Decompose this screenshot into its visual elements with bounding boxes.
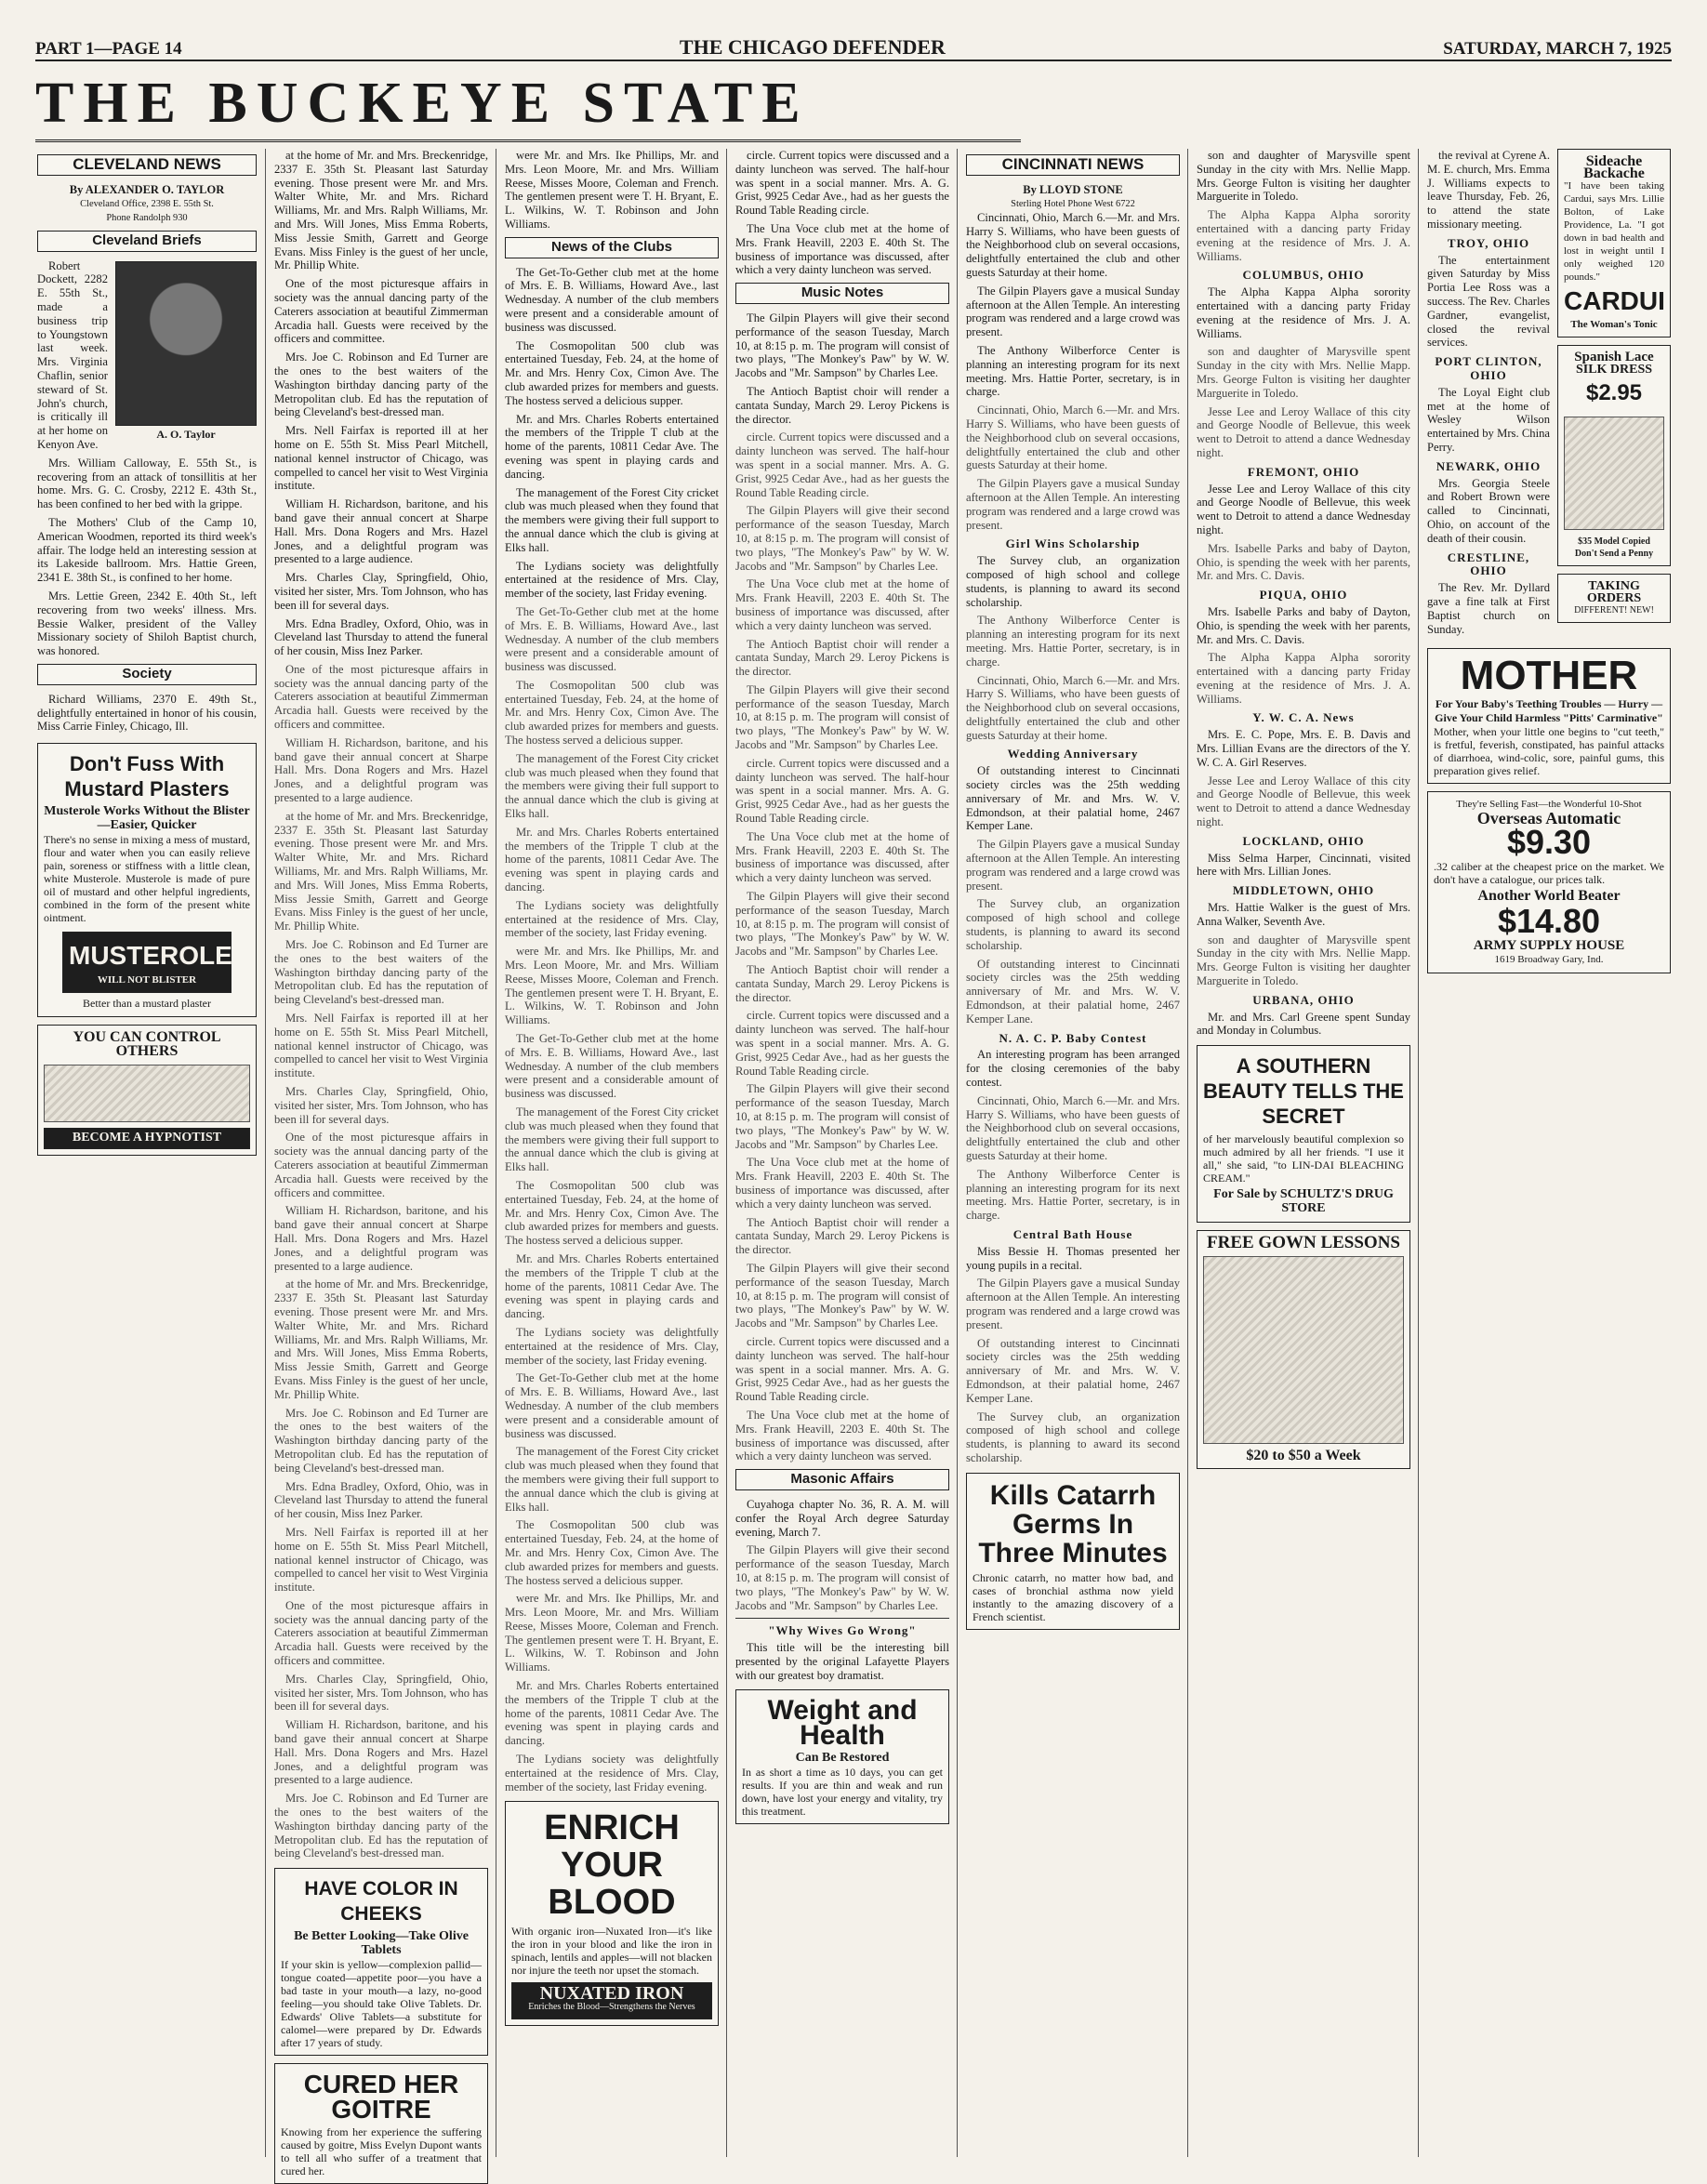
ad-body: If your skin is yellow—complexion pallid—tongue coated—appetite poor—you have a bad taste in your mouth—a lazy, no-good feeling—you should take Olive Tablets. Dr. Edwards' Olive Tablets—a substitute for calomel—were prepared by Dr. Edwards after 17 years of study.	[281, 1957, 482, 2049]
article-paragraph: The entertainment given Saturday by Miss Portia Lee Ross was a success. The Rev. Charles Gardner, evangelist, closed the revival services.	[1427, 253, 1550, 350]
article-paragraph: were Mr. and Mrs. Ike Phillips, Mr. and Mrs. Leon Moore, Mr. and Mrs. William Reese, Misses Moore, Coleman and French. The gentlemen present were T. H. Bryant, E. L. Wilkins, W. T. Robinson and John Williams.	[505, 945, 719, 1027]
article-paragraph: The Gilpin Players gave a musical Sunday afternoon at the Allen Temple. An interesting program was rendered and a large crowd was present.	[966, 1277, 1180, 1331]
column-7-right	[1557, 149, 1671, 641]
olive-tablets-ad	[274, 1868, 488, 2056]
article-paragraph: The Get-To-Gether club met at the home of Mrs. E. B. Williams, Howard Ave., last Wednesday. A number of the club members were present and a considerable amount of business was discussed.	[505, 604, 719, 674]
article-paragraph: The Antioch Baptist choir will render a cantata Sunday, March 29. Leroy Pickens is the director.	[735, 637, 949, 679]
article-paragraph: The Survey club, an organization composed of high school and college students, is planning to award its second scholarship.	[966, 1410, 1180, 1464]
ad-title: TAKING ORDERS	[1586, 579, 1642, 605]
article-heading: FREMONT, OHIO	[1247, 464, 1360, 479]
article-paragraph: The Survey club, an organization composed of high school and college students, is planning to award its second scholarship.	[966, 554, 1180, 609]
masthead: THE BUCKEYE STATE	[35, 67, 1021, 142]
article-heading: COLUMBUS, OHIO	[1242, 268, 1365, 283]
brand-name: NUXATED IRON	[539, 1983, 684, 2005]
article-paragraph: The Gilpin Players will give their second performance of the season Tuesday, March 10, at 8:15 p. m. The program will consist of two plays, "The Monkey's Paw" by W. W. Jacobs and "Mr. Sampson" by Charles Lee.	[735, 1261, 949, 1330]
hypnotist-ad	[37, 1025, 257, 1155]
brand-tag: WILL NOT BLISTER	[97, 973, 197, 986]
brand-tag: The Woman's Tonic	[1570, 319, 1658, 330]
article-paragraph: Cincinnati, Ohio, March 6.—Mr. and Mrs. Harry S. Williams, who have been guests of the Neighborhood club on several occasions, delightfully entertained the club and other guests Saturday at their home.	[966, 1093, 1180, 1162]
article-paragraph: The Cosmopolitan 500 club was entertained Tuesday, Feb. 24, at the home of Mr. and Mrs. Henry Cox, Cimon Ave. The club awarded prizes for members and guests. The hostess served a delicious supper.	[505, 1518, 719, 1587]
musterole-ad	[37, 743, 257, 1017]
article-heading: LOCKLAND, OHIO	[1242, 833, 1365, 848]
page-header	[35, 32, 1672, 61]
article-paragraph: William H. Richardson, baritone, and his band gave their annual concert at Sharpe Hall. Mrs. Dona Rogers and Mrs. Hazel Jones, and a delightful program was presented to a large audience.	[274, 1204, 488, 1273]
ad-title: Overseas Automatic	[1476, 808, 1621, 827]
article-paragraph: The Antioch Baptist choir will render a cantata Sunday, March 29. Leroy Pickens is the director.	[735, 384, 949, 426]
musterole-logo	[62, 932, 232, 994]
article-paragraph: circle. Current topics were discussed and a dainty luncheon was served. The half-hour was spent in a social manner. Mrs. A. G. Grist, 9925 Cedar Ave., had as her guests the Round Table Reading circle.	[735, 756, 949, 826]
ad-body: With organic iron—Nuxated Iron—it's like the iron in your blood and like the iron in spinach, lentils and apples—will not blacken nor injure the teeth nor upset the stomach.	[511, 1925, 712, 1978]
article-paragraph: The Antioch Baptist choir will render a cantata Sunday, March 29. Leroy Pickens is the director.	[735, 963, 949, 1004]
article-paragraph: at the home of Mr. and Mrs. Breckenridge, 2337 E. 35th St. Pleasant last Saturday evening. Those present were Mr. and Mrs. Walter White, Mr. and Mrs. Richard Williams, Mr. and Mrs. Ralph Williams, Mr. and Mrs. Will Jones, Miss Emma Roberts, Miss Jessie Smith, Garrett and George Evans. Miss Finley is the guest of her uncle, Mr. Phillip White.	[274, 809, 488, 933]
article-paragraph: The Una Voce club met at the home of Mrs. Frank Heavill, 2203 E. 40th St. The business of importance was discussed, after which a very dainty luncheon was served.	[735, 1156, 949, 1211]
orders-ad	[1557, 574, 1671, 623]
brand-tag: Enriches the Blood—Strengthens the Nerves	[528, 2002, 695, 2013]
ad-footer: ARMY SUPPLY HOUSE	[1473, 938, 1625, 954]
newspaper-name: THE CHICAGO DEFENDER	[679, 35, 946, 59]
ad-subtitle: Be Better Looking—Take Olive Tablets	[294, 1929, 469, 1958]
article-paragraph: The Lydians society was delightfully entertained at the residence of Mrs. Clay, member of the society, last Friday evening.	[505, 898, 719, 940]
ad-title: Kills Catarrh Germs In Three Minutes	[978, 1479, 1168, 1569]
article-heading: N. A. C. P. Baby Contest	[999, 1030, 1147, 1045]
ad-title-2: Another World Beater	[1477, 888, 1621, 905]
brand-name: CARDUI	[1564, 286, 1665, 315]
byline	[966, 183, 1180, 211]
article-paragraph: circle. Current topics were discussed and a dainty luncheon was served. The half-hour was spent in a social manner. Mrs. A. G. Grist, 9925 Cedar Ave., had as her guests the Round Table Reading circle.	[735, 149, 949, 218]
ad-price: $9.30	[1506, 823, 1592, 862]
ad-title: Spanish Lace	[1574, 350, 1654, 364]
ad-footer: For Sale by SCHULTZ'S DRUG STORE	[1213, 1187, 1394, 1216]
article-paragraph: The Alpha Kappa Alpha sorority entertained with a dancing party Friday evening at the residence of Mrs. J. A. Williams.	[1197, 285, 1410, 340]
article-heading: Wedding Anniversary	[1007, 747, 1139, 761]
ad-top-line: They're Selling Fast—the Wonderful 10-Shot	[1456, 798, 1642, 810]
ad-price: $2.95	[1585, 380, 1643, 405]
article-paragraph: circle. Current topics were discussed and a dainty luncheon was served. The half-hour was spent in a social manner. Mrs. A. G. Grist, 9925 Cedar Ave., had as her guests the Round Table Reading circle.	[735, 430, 949, 499]
ad-price-2: $14.80	[1497, 902, 1601, 941]
article-paragraph: Mrs. Joe C. Robinson and Ed Turner are the ones to the best waiters of the Washington birthday dancing party of the Metropolitan club. Ed has the reputation of being Cleveland's best-dressed man.	[274, 1792, 488, 1860]
section-heading: CLEVELAND NEWS	[37, 154, 257, 176]
article-paragraph: The Loyal Eight club met at the home of Wesley Wilson entertained by Mrs. China Perry.	[1427, 385, 1550, 454]
article-heading: Girl Wins Scholarship	[1005, 536, 1141, 551]
ad-price: $20 to $50 a Week	[1246, 1447, 1361, 1463]
article-paragraph: The Get-To-Gether club met at the home of Mrs. E. B. Williams, Howard Ave., last Wednesday. A number of the club members were present and a considerable amount of business was discussed.	[505, 265, 719, 334]
article-paragraph: Miss Selma Harper, Cincinnati, visited here with Mrs. Lillian Jones.	[1197, 851, 1410, 879]
ad-title: ENRICH YOUR BLOOD	[544, 1808, 680, 1923]
article-paragraph: Mrs. Edna Bradley, Oxford, Ohio, was in Cleveland last Thursday to attend the funeral of her cousin, Miss Inez Parker.	[274, 616, 488, 658]
lindai-cream-ad	[1197, 1045, 1410, 1223]
gown-lessons-ad	[1197, 1230, 1410, 1470]
article-paragraph: The Antioch Baptist choir will render a cantata Sunday, March 29. Leroy Pickens is the director.	[735, 1215, 949, 1257]
byline-office: Cleveland Office, 2398 E. 55th St.	[80, 198, 214, 209]
ad-body: This title will be the interesting bill presented by the original Lafayette Players with our greatest boy dramatist.	[735, 1641, 949, 1682]
article-heading: CRESTLINE, OHIO	[1447, 549, 1530, 578]
article-paragraph: An interesting program has been arranged for the closing ceremonies of the baby contest.	[966, 1048, 1180, 1090]
article-paragraph: The Get-To-Gether club met at the home of Mrs. E. B. Williams, Howard Ave., last Wednesday. A number of the club members were present and a considerable amount of business was discussed.	[505, 1032, 719, 1101]
column-rule	[1418, 149, 1419, 2157]
article-paragraph: son and daughter of Marysville spent Sunday in the city with Mrs. Nellie Mapp. Mrs. George Fulton is visiting her daughter Marguerite in Toledo.	[1197, 933, 1410, 988]
ad-footer: BECOME A HYPNOTIST	[44, 1128, 250, 1149]
ad-body: "I have been taking Cardui, says Mrs. Lillie Bolton, of Lake Providence, La. "I got down in bad health and lost in weight until I only weighed 120 pounds."	[1564, 180, 1664, 283]
ad-tag: $35 Model Copied	[1578, 536, 1650, 547]
byline-phone: Phone Randolph 930	[106, 212, 188, 223]
weight-health-ad	[735, 1689, 949, 1824]
article-paragraph: The Una Voce club met at the home of Mrs. Frank Heavill, 2203 E. 40th St. The business of importance was discussed, after which a very dainty luncheon was served.	[735, 829, 949, 885]
dress-illustration	[1564, 417, 1664, 530]
revolver-ad	[1427, 791, 1671, 973]
article-paragraph: Cuyahoga chapter No. 36, R. A. M. will confer the Royal Arch degree Saturday evening, March 7.	[735, 1497, 949, 1539]
article-paragraph: The Lydians society was delightfully entertained at the residence of Mrs. Clay, member of the society, last Friday evening.	[505, 559, 719, 601]
article-heading: PIQUA, OHIO	[1259, 588, 1348, 602]
divider	[735, 1618, 949, 1619]
section-heading: CINCINNATI NEWS	[966, 154, 1180, 176]
column-5	[966, 149, 1180, 2162]
ad-body: Knowing from her experience the suffering caused by goitre, Miss Evelyn Dupont wants to tell all who suffer of a treatment that cured her.	[281, 2124, 482, 2177]
article-paragraph: One of the most picturesque affairs in society was the annual dancing party of the Caterers association at beautiful Zimmerman Arcadia hall. Guests were received by the officers and committee.	[274, 662, 488, 732]
article-paragraph: Of outstanding interest to Cincinnati society circles was the 25th wedding anniversary of Mr. and Mrs. W. V. Edmondson, at their palatial home, 2467 Kemper Lane.	[966, 957, 1180, 1026]
article-paragraph: were Mr. and Mrs. Ike Phillips, Mr. and Mrs. Leon Moore, Mr. and Mrs. William Reese, Misses Moore, Coleman and French. The gentlemen present were T. H. Bryant, E. L. Wilkins, W. T. Robinson and John Williams.	[505, 1592, 719, 1674]
article-paragraph: The Survey club, an organization composed of high school and college students, is planning to award its second scholarship.	[966, 897, 1180, 952]
hypnotist-illustration	[44, 1065, 250, 1122]
ad-title: Sideache Backache	[1583, 153, 1645, 181]
ad-title: CURED HER GOITRE	[303, 2069, 459, 2124]
article-paragraph: The Gilpin Players gave a musical Sunday afternoon at the Allen Temple. An interesting program was rendered and a large crowd was present.	[966, 838, 1180, 893]
article-paragraph: Mrs. Nell Fairfax is reported ill at her home on E. 55th St. Miss Pearl Mitchell, national kennel instructor of Chicago, was compelled to cancel her visit to West Virginia institute.	[274, 1012, 488, 1080]
article-paragraph: Mrs. Lettie Green, 2342 E. 40th St., left recovering from two weeks' illness. Mrs. Bessie Walker, president of the Valley Missionary society of Shiloh Baptist church, was honored.	[37, 589, 257, 658]
article-paragraph: The Get-To-Gether club met at the home of Mrs. E. B. Williams, Howard Ave., last Wednesday. A number of the club members were present and a considerable amount of business was discussed.	[505, 1371, 719, 1440]
ad-footer: Better than a mustard plaster	[83, 997, 211, 1011]
article-paragraph: The Mothers' Club of the Camp 10, American Woodmen, reported its third week's affair. The lodge held an interesting session at its Lakeside ballroom. Mrs. Hattie Green, 2341 E. 38th St., is confined to her home.	[37, 515, 257, 585]
byline-office: Sterling Hotel Phone West 6722	[1011, 198, 1135, 209]
article-paragraph: Mrs. Joe C. Robinson and Ed Turner are the ones to the best waiters of the Washington birthday dancing party of the Metropolitan club. Ed has the reputation of being Cleveland's best-dressed man.	[274, 938, 488, 1007]
ad-body: of her marvelously beautiful complexion so much admired by all her friends. "I use it all," she said, "to LIN-DAI BLEACHING CREAM."	[1203, 1132, 1404, 1185]
ad-subtitle: SILK DRESS	[1575, 363, 1653, 377]
article-paragraph: William H. Richardson, baritone, and his band gave their annual concert at Sharpe Hall. Mrs. Dona Rogers and Mrs. Hazel Jones, and a delightful program was presented to a large audience.	[274, 497, 488, 566]
column-7-split	[1427, 149, 1671, 641]
article-heading: NEWARK, OHIO	[1436, 458, 1542, 473]
article-paragraph: circle. Current topics were discussed and a dainty luncheon was served. The half-hour was spent in a social manner. Mrs. A. G. Grist, 9925 Cedar Ave., had as her guests the Round Table Reading circle.	[735, 1334, 949, 1404]
ad-subtitle: For Your Baby's Teething Troubles — Hurry — Give Your Child Harmless "Pitts' Carminative"	[1435, 697, 1663, 725]
article-paragraph: Mr. and Mrs. Carl Greene spent Sunday and Monday in Columbus.	[1197, 1010, 1410, 1038]
article-paragraph: Mrs. Nell Fairfax is reported ill at her home on E. 55th St. Miss Pearl Mitchell, national kennel instructor of Chicago, was compelled to cancel her visit to West Virginia institute.	[274, 1525, 488, 1595]
article-paragraph: Mrs. William Calloway, E. 55th St., is recovering from an attack of tonsillitis at her home. Mrs. G. C. Crosby, 2212 E. 43th St., has been confined to her bed with la grippe.	[37, 456, 257, 511]
article-paragraph: The Alpha Kappa Alpha sorority entertained with a dancing party Friday evening at the residence of Mrs. J. A. Williams.	[1197, 651, 1410, 706]
article-paragraph: The Lydians society was delightfully entertained at the residence of Mrs. Clay, member of the society, last Friday evening.	[505, 1753, 719, 1794]
article-paragraph: Mrs. Georgia Steele and Robert Brown were called to Cincinnati, Ohio, on account of the death of their cousin.	[1427, 476, 1550, 545]
column-1	[37, 149, 257, 2162]
article-paragraph: Mrs. Nell Fairfax is reported ill at her home on E. 55th St. Miss Pearl Mitchell, national kennel instructor of Chicago, was compelled to cancel her visit to West Virginia institute.	[274, 424, 488, 493]
article-paragraph: One of the most picturesque affairs in society was the annual dancing party of the Caterers association at beautiful Zimmerman Arcadia hall. Guests were received by the officers and committee.	[274, 1131, 488, 1199]
article-paragraph: Mr. and Mrs. Charles Roberts entertained the members of the Tripple T club at the home of the parents, 10811 Cedar Ave. The evening was spent in playing cards and dancing.	[505, 412, 719, 481]
article-paragraph: Jesse Lee and Leroy Wallace of this city and George Noodle of Bellevue, this week went to Detroit to attend a dance Wednesday night.	[1197, 482, 1410, 536]
ad-body: Chronic catarrh, no matter how bad, and cases of bronchial asthma now yield instantly to the amazing discovery of a French scientist.	[973, 1570, 1173, 1623]
nuxated-logo	[511, 1982, 712, 2019]
ad-address: 1619 Broadway Gary, Ind.	[1494, 954, 1604, 966]
article-paragraph: The Anthony Wilberforce Center is planning an interesting program for its next meeting. Mrs. Hattie Porter, secretary, is in charge.	[966, 1167, 1180, 1223]
article-paragraph: Mrs. Edna Bradley, Oxford, Ohio, was in Cleveland last Thursday to attend the funeral of her cousin, Miss Inez Parker.	[274, 1479, 488, 1521]
page-number: PART 1—PAGE 14	[35, 39, 182, 59]
article-heading: MIDDLETOWN, OHIO	[1232, 883, 1375, 898]
article-heading: Y. W. C. A. News	[1252, 710, 1355, 725]
article-paragraph: The Gilpin Players will give their second performance of the season Tuesday, March 10, at 8:15 p. m. The program will consist of two plays, "The Monkey's Paw" by W. W. Jacobs and "Mr. Sampson" by Charles Lee.	[735, 311, 949, 380]
gown-illustration	[1203, 1256, 1404, 1444]
article-paragraph: Mrs. Isabelle Parks and baby of Dayton, Ohio, is spending the week with her parents, Mr. and Mrs. C. Davis.	[1197, 541, 1410, 583]
column-rule	[1187, 149, 1188, 2157]
article-paragraph: were Mr. and Mrs. Ike Phillips, Mr. and Mrs. Leon Moore, Mr. and Mrs. William Reese, Misses Moore, Coleman and French. The gentlemen present were T. H. Bryant, E. L. Wilkins, W. T. Robinson and John Williams.	[505, 149, 719, 231]
article-paragraph: Mrs. Hattie Walker is the guest of Mrs. Anna Walker, Seventh Ave.	[1197, 901, 1410, 928]
article-paragraph: The Gilpin Players gave a musical Sunday afternoon at the Allen Temple. An interesting program was rendered and a large crowd was present.	[966, 477, 1180, 532]
article-paragraph: The Lydians society was delightfully entertained at the residence of Mrs. Clay, member of the society, last Friday evening.	[505, 1325, 719, 1367]
article-paragraph: Robert Dockett, 2282 E. 55th St., made a business trip to Youngstown last week. Mrs. Virginia Chaflin, senior steward of St. John's church, is critically ill at her home on Kenyon Ave.	[37, 258, 108, 451]
article-paragraph: Jesse Lee and Leroy Wallace of this city and George Noodle of Bellevue, this week went to Detroit to attend a dance Wednesday night.	[1197, 774, 1410, 829]
article-paragraph: Mrs. Charles Clay, Springfield, Ohio, visited her sister, Mrs. Tom Johnson, who has been ill for several days.	[274, 1672, 488, 1714]
article-heading: Central Bath House	[1012, 1226, 1133, 1241]
article-paragraph: The Gilpin Players will give their second performance of the season Tuesday, March 10, at 8:15 p. m. The program will consist of two plays, "The Monkey's Paw" by W. W. Jacobs and "Mr. Sampson" by Charles Lee.	[735, 1543, 949, 1612]
author-portrait	[115, 261, 257, 441]
article-paragraph: The Una Voce club met at the home of Mrs. Frank Heavill, 2203 E. 40th St. The business of importance was discussed, after which a very dainty luncheon was served.	[735, 221, 949, 277]
article-paragraph: Mr. and Mrs. Charles Roberts entertained the members of the Tripple T club at the home of the parents, 10811 Cedar Ave. The evening was spent in playing cards and dancing.	[505, 825, 719, 894]
article-paragraph: The Cosmopolitan 500 club was entertained Tuesday, Feb. 24, at the home of Mr. and Mrs. Henry Cox, Cimon Ave. The club awarded prizes for members and guests. The hostess served a delicious supper.	[505, 338, 719, 407]
mother-ad	[1427, 648, 1671, 784]
article-paragraph: son and daughter of Marysville spent Sunday in the city with Mrs. Nellie Mapp. Mrs. George Fulton is visiting her daughter Marguerite in Toledo.	[1197, 149, 1410, 204]
ad-body: Mother, when your little one begins to "cut teeth," is fretful, feverish, constipated, has painful attacks of diarrhoea, wind-colic, sore, painful gums, this preparation gives relief.	[1434, 724, 1664, 777]
section-heading: Music Notes	[735, 283, 949, 304]
spanish-lace-ad	[1557, 345, 1671, 566]
cardui-ad	[1557, 149, 1671, 338]
nuxated-iron-ad	[505, 1801, 719, 2026]
article-paragraph: The Gilpin Players will give their second performance of the season Tuesday, March 10, at 8:15 p. m. The program will consist of two plays, "The Monkey's Paw" by W. W. Jacobs and "Mr. Sampson" by Charles Lee.	[735, 682, 949, 752]
section-heading: Society	[37, 664, 257, 685]
article-paragraph: The management of the Forest City cricket club was much pleased when they found that the members were giving their full support to the annual dance which the club is giving at Elks hall.	[505, 1105, 719, 1174]
column-rule	[957, 149, 958, 2157]
article-paragraph: The Anthony Wilberforce Center is planning an interesting program for its next meeting. Mrs. Hattie Porter, secretary, is in charge.	[966, 343, 1180, 399]
ad-body: There's no sense in mixing a mess of mustard, flour and water when you can easily relieve pain, soreness or stiffness with a little clean, white Musterole. Musterole is made of pure oil of mustard and other helpful ingredients, combined in the form of the present white ointment.	[44, 832, 250, 924]
article-paragraph: at the home of Mr. and Mrs. Breckenridge, 2337 E. 35th St. Pleasant last Saturday evening. Those present were Mr. and Mrs. Walter White, Mr. and Mrs. Richard Williams, Mr. and Mrs. Ralph Williams, Mr. and Mrs. Will Jones, Miss Emma Roberts, Miss Jessie Smith, Garrett and George Evans. Miss Finley is the guest of her uncle, Mr. Phillip White.	[274, 149, 488, 272]
ad-title: FREE GOWN LESSONS	[1207, 1232, 1400, 1252]
article-paragraph: circle. Current topics were discussed and a dainty luncheon was served. The half-hour was spent in a social manner. Mrs. A. G. Grist, 9925 Cedar Ave., had as her guests the Round Table Reading circle.	[735, 1009, 949, 1078]
article-heading: PORT CLINTON, OHIO	[1435, 354, 1542, 382]
article-paragraph: Miss Bessie H. Thomas presented her young pupils in a recital.	[966, 1244, 1180, 1272]
article-paragraph: The Anthony Wilberforce Center is planning an interesting program for its next meeting. Mrs. Hattie Porter, secretary, is in charge.	[966, 614, 1180, 668]
ad-title: MOTHER	[1460, 653, 1638, 699]
ad-title: HAVE COLOR IN CHEEKS	[304, 1878, 458, 1926]
article-paragraph: Mr. and Mrs. Charles Roberts entertained the members of the Tripple T club at the home of the parents, 10811 Cedar Ave. The evening was spent in playing cards and dancing.	[505, 1251, 719, 1321]
article-paragraph: Mrs. Joe C. Robinson and Ed Turner are the ones to the best waiters of the Washington birthday dancing party of the Metropolitan club. Ed has the reputation of being Cleveland's best-dressed man.	[274, 1406, 488, 1475]
ad-footer: Don't Send a Penny	[1574, 549, 1654, 559]
article-paragraph: The Una Voce club met at the home of Mrs. Frank Heavill, 2203 E. 40th St. The business of importance was discussed, after which a very dainty luncheon was served.	[735, 1408, 949, 1463]
catarrh-ad	[966, 1473, 1180, 1630]
article-paragraph: The Gilpin Players gave a musical Sunday afternoon at the Allen Temple. An interesting program was rendered and a large crowd was present.	[966, 284, 1180, 339]
article-paragraph: William H. Richardson, baritone, and his band gave their annual concert at Sharpe Hall. Mrs. Dona Rogers and Mrs. Hazel Jones, and a delightful program was presented to a large audience.	[274, 1718, 488, 1787]
article-paragraph: Mrs. E. C. Pope, Mrs. E. B. Davis and Mrs. Lillian Evans are the directors of the Y. W. C. A. Girl Reserves.	[1197, 728, 1410, 769]
article-paragraph: son and daughter of Marysville spent Sunday in the city with Mrs. Nellie Mapp. Mrs. George Fulton is visiting her daughter Marguerite in Toledo.	[1197, 345, 1410, 400]
article-paragraph: One of the most picturesque affairs in society was the annual dancing party of the Caterers association at beautiful Zimmerman Arcadia hall. Guests were received by the officers and committee.	[274, 277, 488, 346]
article-paragraph: The Gilpin Players will give their second performance of the season Tuesday, March 10, at 8:15 p. m. The program will consist of two plays, "The Monkey's Paw" by W. W. Jacobs and "Mr. Sampson" by Charles Lee.	[735, 1082, 949, 1151]
article-paragraph: Cincinnati, Ohio, March 6.—Mr. and Mrs. Harry S. Williams, who have been guests of the Neighborhood club on several occasions, delightfully entertained the club and other guests Saturday at their home.	[966, 404, 1180, 472]
article-paragraph: Mrs. Charles Clay, Springfield, Ohio, visited her sister, Mrs. Tom Johnson, who has been ill for several days.	[274, 1085, 488, 1126]
ad-title: A SOUTHERN BEAUTY TELLS THE SECRET	[1203, 1054, 1404, 1129]
article-paragraph: Mrs. Charles Clay, Springfield, Ohio, visited her sister, Mrs. Tom Johnson, who has been ill for several days.	[274, 571, 488, 612]
column-rule	[726, 149, 727, 2157]
ad-title: Don't Fuss With Mustard Plasters	[64, 752, 230, 801]
article-paragraph: Of outstanding interest to Cincinnati society circles was the 25th wedding anniversary of Mr. and Mrs. W. V. Edmondson, at their palatial home, 2467 Kemper Lane.	[966, 1336, 1180, 1405]
article-paragraph: Jesse Lee and Leroy Wallace of this city and George Noodle of Bellevue, this week went to Detroit to attend a dance Wednesday night.	[1197, 404, 1410, 459]
article-paragraph: The Alpha Kappa Alpha sorority entertained with a dancing party Friday evening at the residence of Mrs. J. A. Williams.	[1197, 208, 1410, 263]
sub-section-heading: Cleveland Briefs	[37, 231, 257, 252]
column-4	[735, 149, 949, 2162]
byline-author: By LLOYD STONE	[1023, 182, 1123, 196]
column-2	[274, 149, 488, 2177]
article-paragraph: The Cosmopolitan 500 club was entertained Tuesday, Feb. 24, at the home of Mr. and Mrs. Henry Cox, Cimon Ave. The club awarded prizes for members and guests. The hostess served a delicious supper.	[505, 1178, 719, 1248]
column-7	[1427, 149, 1671, 2162]
article-paragraph: The management of the Forest City cricket club was much pleased when they found that the members were giving their full support to the annual dance which the club is giving at Elks hall.	[505, 485, 719, 554]
article-paragraph: The Gilpin Players will give their second performance of the season Tuesday, March 10, at 8:15 p. m. The program will consist of two plays, "The Monkey's Paw" by W. W. Jacobs and "Mr. Sampson" by Charles Lee.	[735, 890, 949, 959]
article-paragraph: Mr. and Mrs. Charles Roberts entertained the members of the Tripple T club at the home of the parents, 10811 Cedar Ave. The evening was spent in playing cards and dancing.	[505, 1679, 719, 1748]
ad-subtitle: Musterole Works Without the Blister—Easier, Quicker	[44, 804, 250, 832]
article-heading: TROY, OHIO	[1447, 235, 1530, 250]
article-paragraph: Mrs. Joe C. Robinson and Ed Turner are the ones to the best waiters of the Washington birthday dancing party of the Metropolitan club. Ed has the reputation of being Cleveland's best-dressed man.	[274, 351, 488, 419]
byline	[37, 183, 257, 225]
article-paragraph: William H. Richardson, baritone, and his band gave their annual concert at Sharpe Hall. Mrs. Dona Rogers and Mrs. Hazel Jones, and a delightful program was presented to a large audience.	[274, 735, 488, 805]
article-paragraph: Mrs. Isabelle Parks and baby of Dayton, Ohio, is spending the week with her parents, Mr. and Mrs. C. Davis.	[1197, 604, 1410, 646]
article-paragraph: the revival at Cyrene A. M. E. church, Mrs. Emma J. Williams expects to leave Thursday, Feb. 26, to attend the state missionary meeting.	[1427, 149, 1550, 231]
ad-body: .32 caliber at the cheapest price on the market. We don't have a catalogue, our prices talk.	[1434, 860, 1664, 887]
article-paragraph: The Gilpin Players will give their second performance of the season Tuesday, March 10, at 8:15 p. m. The program will consist of two plays, "The Monkey's Paw" by W. W. Jacobs and "Mr. Sampson" by Charles Lee.	[735, 504, 949, 573]
column-7-left	[1427, 149, 1550, 641]
ad-subtitle: Can Be Restored	[795, 1751, 890, 1766]
section-heading: Masonic Affairs	[735, 1469, 949, 1490]
issue-date: SATURDAY, MARCH 7, 1925	[1443, 39, 1672, 59]
goitre-ad	[274, 2063, 488, 2184]
article-paragraph: at the home of Mr. and Mrs. Breckenridge, 2337 E. 35th St. Pleasant last Saturday evening. Those present were Mr. and Mrs. Walter White, Mr. and Mrs. Richard Williams, Mr. and Mrs. Ralph Williams, Mr. and Mrs. Will Jones, Miss Emma Roberts, Miss Jessie Smith, Garrett and George Evans. Miss Finley is the guest of her uncle, Mr. Phillip White.	[274, 1277, 488, 1401]
article-paragraph: The Cosmopolitan 500 club was entertained Tuesday, Feb. 24, at the home of Mr. and Mrs. Henry Cox, Cimon Ave. The club awarded prizes for members and guests. The hostess served a delicious supper.	[505, 678, 719, 748]
article-paragraph: The Rev. Mr. Dyllard gave a fine talk at First Baptist church on Sunday.	[1427, 581, 1550, 636]
article-paragraph: The management of the Forest City cricket club was much pleased when they found that the members were giving their full support to the annual dance which the club is giving at Elks hall.	[505, 751, 719, 821]
brand-name: MUSTEROLE	[69, 940, 232, 970]
portrait-caption: A. O. Taylor	[156, 427, 216, 441]
byline-author: By ALEXANDER O. TAYLOR	[69, 182, 225, 196]
article-paragraph: One of the most picturesque affairs in society was the annual dancing party of the Caterers association at beautiful Zimmerman Arcadia hall. Guests were received by the officers and committee.	[274, 1598, 488, 1668]
section-heading: News of the Clubs	[505, 237, 719, 258]
article-heading: URBANA, OHIO	[1252, 992, 1355, 1007]
column-rule	[265, 149, 266, 2157]
article-paragraph: The Una Voce club met at the home of Mrs. Frank Heavill, 2203 E. 40th St. The business of importance was discussed, after which a very dainty luncheon was served.	[735, 577, 949, 632]
column-6	[1197, 149, 1410, 2162]
ad-subtitle: DIFFERENT! NEW!	[1574, 605, 1654, 615]
ad-title: "Why Wives Go Wrong"	[768, 1623, 917, 1638]
ad-title: Weight and Health	[767, 1695, 918, 1752]
article-paragraph: Of outstanding interest to Cincinnati society circles was the 25th wedding anniversary of Mr. and Mrs. W. V. Edmondson, at their palatial home, 2467 Kemper Lane.	[966, 764, 1180, 833]
ad-title: YOU CAN CONTROL OTHERS	[73, 1029, 221, 1060]
column-3	[505, 149, 719, 2162]
article-paragraph: The management of the Forest City cricket club was much pleased when they found that the members were giving their full support to the annual dance which the club is giving at Elks hall.	[505, 1445, 719, 1514]
article-paragraph: Richard Williams, 2370 E. 49th St., delightfully entertained in honor of his cousin, Miss Carrie Finley, Chicago, Ill.	[37, 692, 257, 734]
article-paragraph: Cincinnati, Ohio, March 6.—Mr. and Mrs. Harry S. Williams, who have been guests of the Neighborhood club on several occasions, delightfully entertained the club and other guests Saturday at their home.	[966, 210, 1180, 279]
ad-body: In as short a time as 10 days, you can get results. If you are thin and weak and run down, have lost your energy and vitality, try this treatment.	[742, 1766, 943, 1819]
article-paragraph: Cincinnati, Ohio, March 6.—Mr. and Mrs. Harry S. Williams, who have been guests of the Neighborhood club on several occasions, delightfully entertained the club and other guests Saturday at their home.	[966, 673, 1180, 742]
